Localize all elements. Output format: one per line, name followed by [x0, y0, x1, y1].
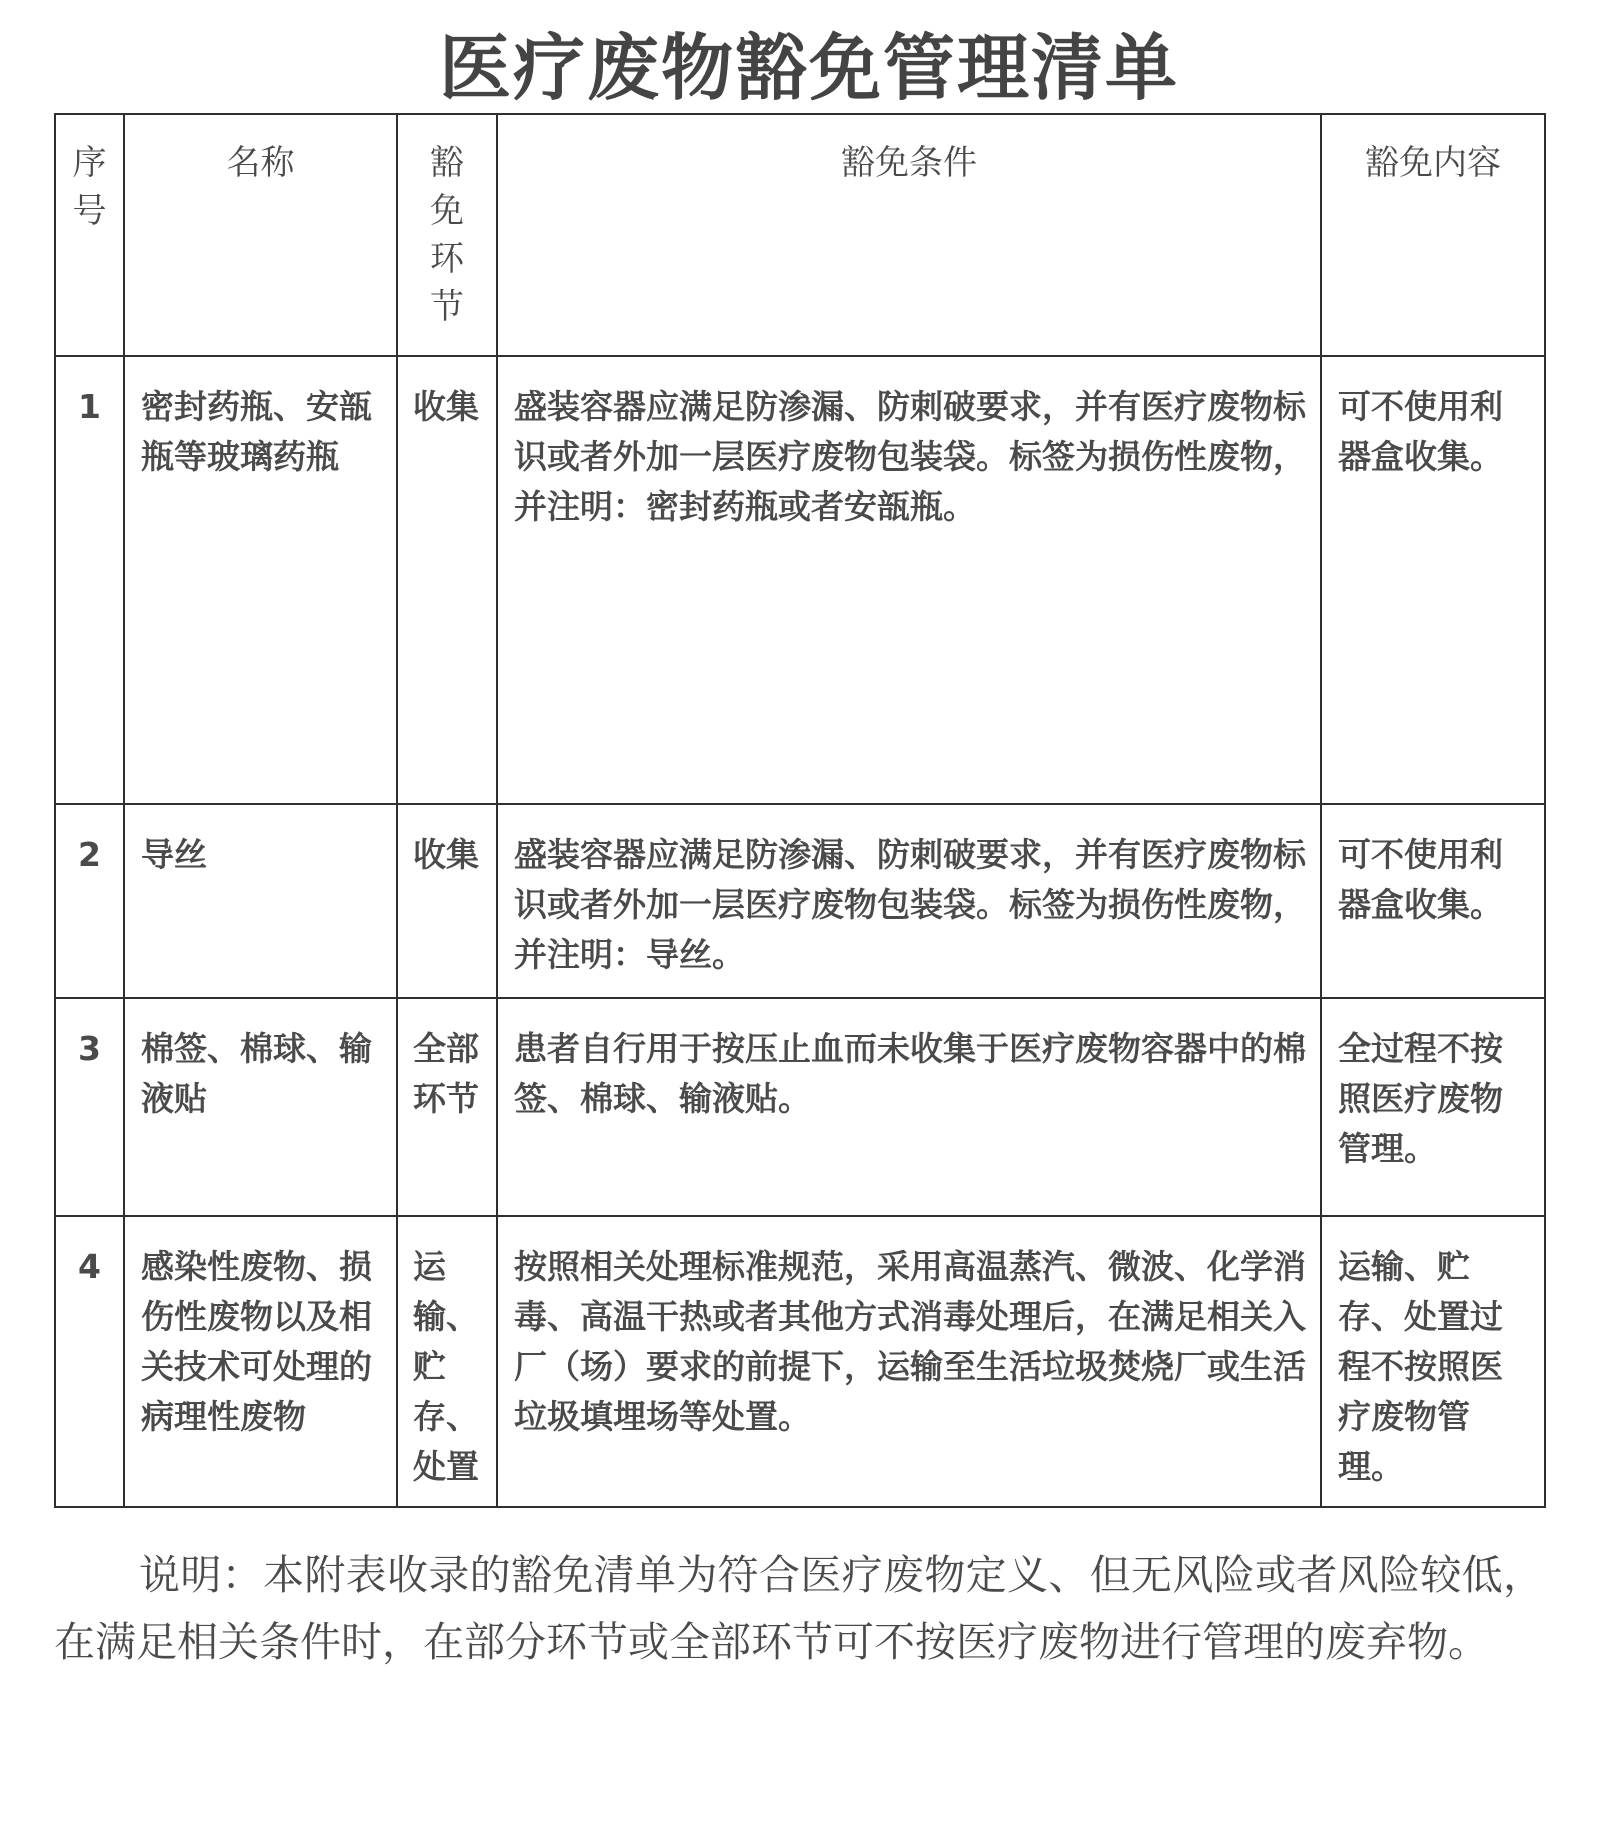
cell-conditions — [497, 1216, 1321, 1507]
cell-seq-text: 2 — [78, 835, 101, 874]
header-seq — [55, 114, 124, 356]
cell-conditions-text: 按照相关处理标准规范，采用高温蒸汽、微波、化学消毒、高温干热或者其他方式消毒处理后，在满足相关入厂（场）要求的前提下，运输至生活垃圾焚烧厂或生活垃圾填埋场等处置。 — [514, 1247, 1306, 1436]
cell-content-text: 全过程不按照医疗废物管理。 — [1338, 1029, 1503, 1168]
cell-stage — [397, 804, 497, 998]
cell-content — [1321, 998, 1545, 1216]
cell-name — [124, 804, 397, 998]
table-row — [55, 1216, 1545, 1507]
header-seq-char: 号 — [72, 191, 107, 231]
cell-content — [1321, 356, 1545, 804]
cell-stage-text: 全部环节 — [413, 1029, 479, 1118]
cell-content-text: 可不使用利器盒收集。 — [1338, 387, 1503, 476]
header-stage-char: 环 — [430, 239, 464, 279]
cell-seq-text: 4 — [78, 1247, 101, 1286]
cell-stage — [397, 998, 497, 1216]
table-row — [55, 356, 1545, 804]
cell-name — [124, 1216, 397, 1507]
header-name: 名称 — [124, 114, 397, 356]
cell-content — [1321, 804, 1545, 998]
table-header-row — [55, 114, 1545, 356]
cell-seq — [55, 1216, 124, 1507]
cell-content-text: 可不使用利器盒收集。 — [1338, 835, 1503, 924]
cell-content-text: 运输、贮存、处置过程不按照医疗废物管理。 — [1338, 1247, 1503, 1486]
cell-name — [124, 998, 397, 1216]
cell-seq — [55, 356, 124, 804]
cell-stage-text: 运输、贮存、处置 — [413, 1247, 479, 1486]
cell-seq-text: 3 — [78, 1029, 101, 1068]
header-stage — [397, 114, 497, 356]
cell-content — [1321, 1216, 1545, 1507]
table-row — [55, 804, 1545, 998]
header-stage-char: 豁 — [430, 143, 464, 183]
cell-name-text: 导丝 — [141, 835, 207, 874]
cell-name — [124, 356, 397, 804]
cell-stage — [397, 356, 497, 804]
cell-name-text: 感染性废物、损伤性废物以及相关技术可处理的病理性废物 — [141, 1247, 372, 1436]
cell-seq-text: 1 — [78, 387, 101, 426]
cell-name-text: 密封药瓶、安瓿瓶等玻璃药瓶 — [141, 387, 372, 476]
header-stage-char: 节 — [430, 287, 464, 327]
header-content: 豁免内容 — [1321, 114, 1545, 356]
cell-conditions — [497, 998, 1321, 1216]
cell-conditions — [497, 804, 1321, 998]
cell-conditions — [497, 356, 1321, 804]
cell-conditions-text: 患者自行用于按压止血而未收集于医疗废物容器中的棉签、棉球、输液贴。 — [514, 1029, 1306, 1118]
page-title: 医疗废物豁免管理清单 — [438, 26, 1179, 110]
table-row — [55, 998, 1545, 1216]
cell-stage — [397, 1216, 497, 1507]
cell-conditions-text: 盛装容器应满足防渗漏、防刺破要求，并有医疗废物标识或者外加一层医疗废物包装袋。标签为损伤性废物，并注明：密封药瓶或者安瓿瓶。 — [514, 387, 1306, 526]
cell-stage-text: 收集 — [413, 835, 479, 874]
cell-stage-text: 收集 — [413, 387, 479, 426]
header-stage-char: 免 — [430, 191, 464, 231]
cell-seq — [55, 998, 124, 1216]
cell-seq — [55, 804, 124, 998]
header-conditions: 豁免条件 — [497, 114, 1321, 356]
explanatory-note: 说明：本附表收录的豁免清单为符合医疗废物定义、但无风险或者风险较低，在满足相关条件时，在部分环节或全部环节可不按医疗废物进行管理的废弃物。 — [54, 1551, 1544, 1666]
header-seq-char: 序 — [72, 143, 107, 183]
exemption-table — [54, 113, 1546, 1508]
cell-name-text: 棉签、棉球、输液贴 — [141, 1029, 372, 1118]
cell-conditions-text: 盛装容器应满足防渗漏、防刺破要求，并有医疗废物标识或者外加一层医疗废物包装袋。标签为损伤性废物，并注明：导丝。 — [514, 835, 1306, 974]
